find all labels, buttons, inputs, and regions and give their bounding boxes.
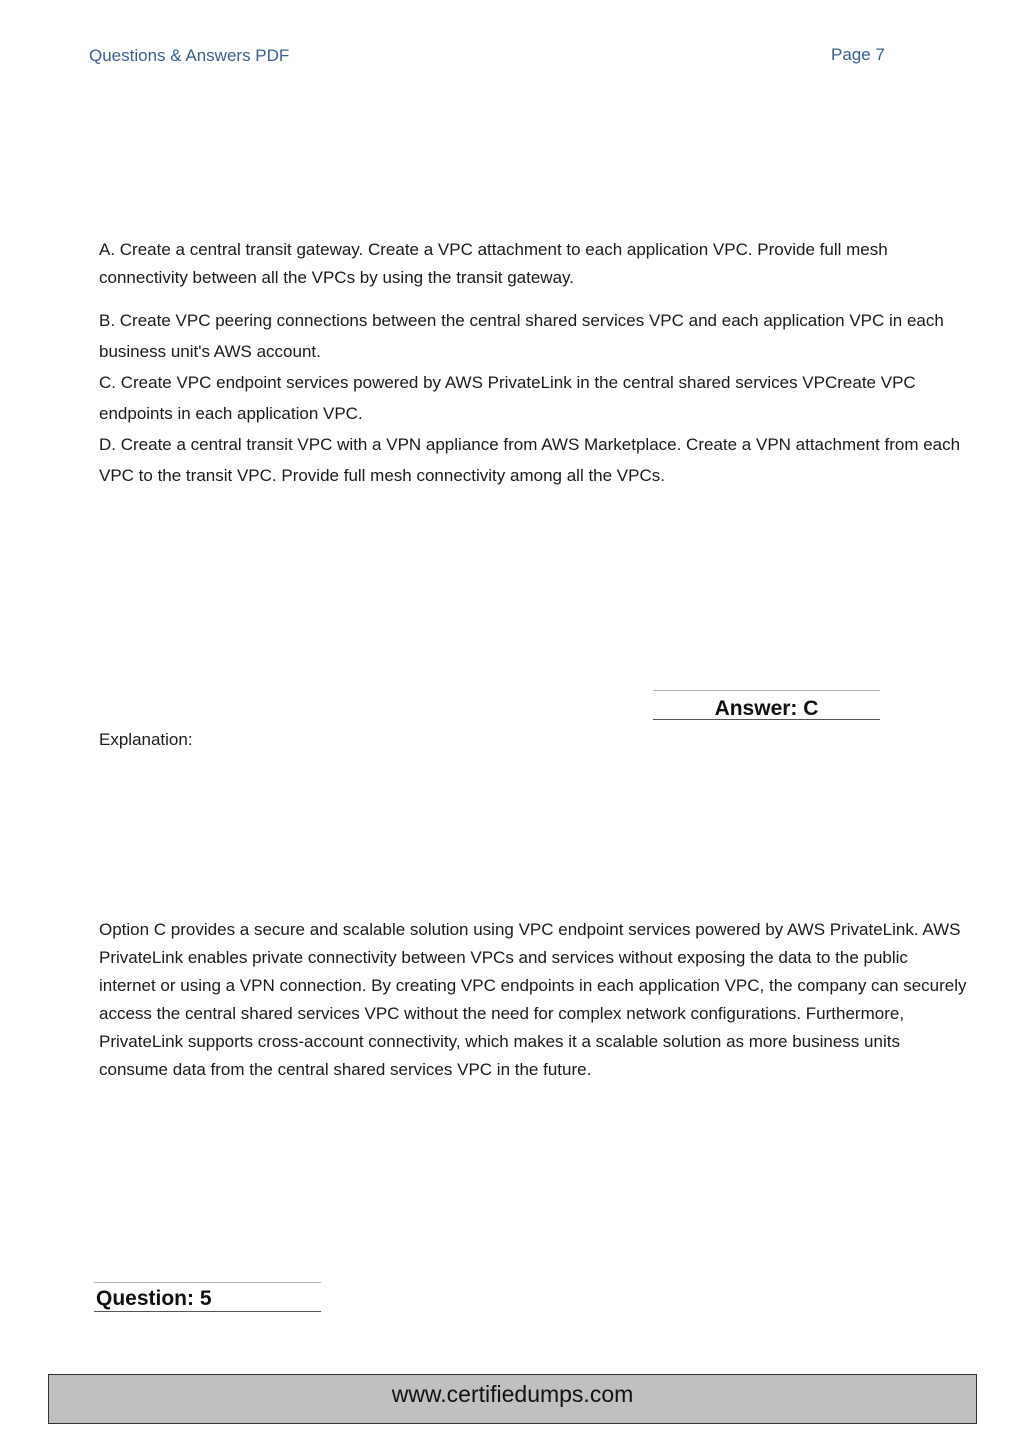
page-number: Page 7 — [831, 45, 885, 64]
answer-label: Answer: C — [714, 697, 819, 720]
explanation-label: Explanation: — [99, 730, 193, 749]
header-title: Questions & Answers PDF — [89, 46, 290, 65]
option-c: C. Create VPC endpoint services powered by AWS PrivateLink in the central shared services VPCreate VPC endpoints in each application VPC. — [99, 373, 916, 423]
option-b: B. Create VPC peering connections between the central shared services VPC and each application VPC in each business unit's AWS account. — [99, 311, 944, 361]
explanation-text: Option C provides a secure and scalable solution using VPC endpoint services powered by AWS PrivateLink. AWS PrivateLink enables private connectivity between VPCs and services without exposing the data to the public internet or using a VPN connection. By creating VPC endpoints in each application VPC, the company can securely access the central shared services VPC without the need for complex network configurations. Furthermore, PrivateLink supports cross-account connectivity, which makes it a scalable solution as more business units consume data from the central shared services VPC in the future. — [99, 920, 967, 1079]
footer-url: www.certifiedumps.com — [391, 1381, 634, 1407]
option-d: D. Create a central transit VPC with a VPN appliance from AWS Marketplace. Create a VPN attachment from each VPC to the transit VPC. Provide full mesh connectivity among all the VPCs. — [99, 435, 961, 485]
question-heading — [94, 1282, 321, 1312]
answer-box — [653, 690, 880, 720]
option-a: A. Create a central transit gateway. Create a VPC attachment to each application VPC. Provide full mesh connectivity between all the VPCs by using the transit gateway. — [99, 240, 888, 287]
footer-banner — [48, 1374, 977, 1424]
question-label: Question: 5 — [96, 1287, 212, 1310]
